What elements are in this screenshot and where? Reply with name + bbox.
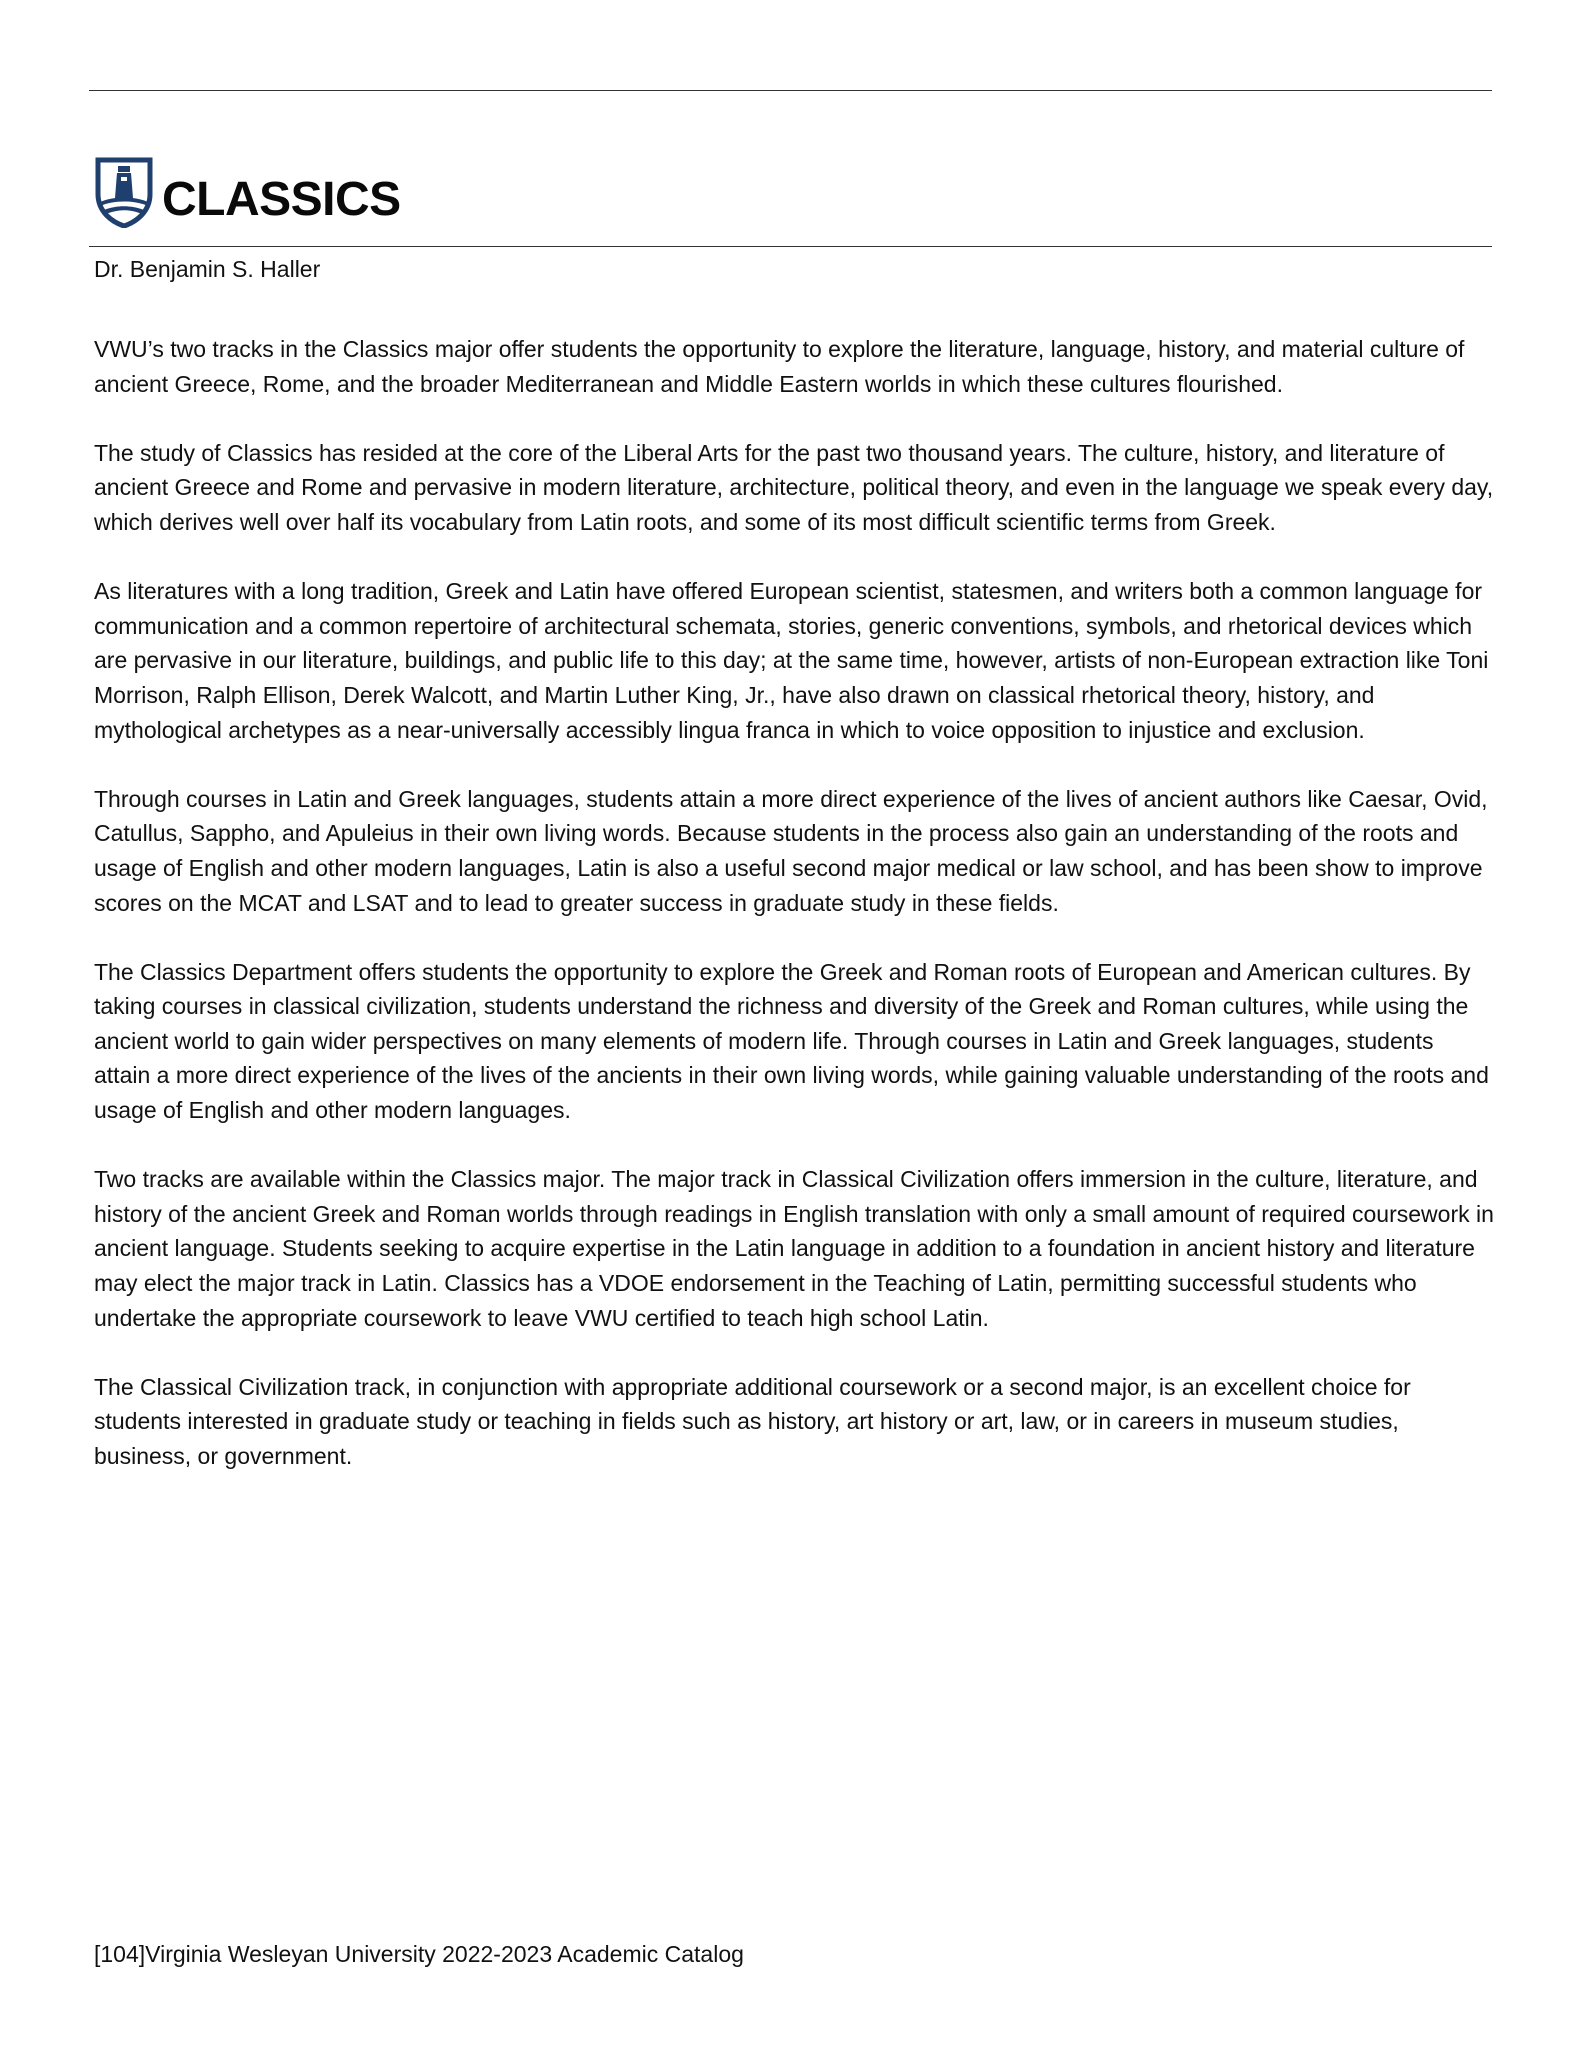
page-footer: [104]Virginia Wesleyan University 2022-2023 Academic Catalog xyxy=(94,1941,744,1967)
body-text xyxy=(94,332,1494,1508)
paragraph: Through courses in Latin and Greek languages, students attain a more direct experience of the lives of ancient authors like Caesar, Ovid, Catullus, Sappho, and Apuleius in their own living words. Because students in the process also gain an understanding of the roots and usage of English and other modern languages, Latin is also a useful second major medical or law school, and has been show to improve scores on the MCAT and LSAT and to lead to greater success in graduate study in these fields. xyxy=(94,785,1488,916)
paragraph: VWU’s two tracks in the Classics major offer students the opportunity to explore the literature, language, history, and material culture of ancient Greece, Rome, and the broader Mediterranean and Middle Eastern worlds in which these cultures flourished. xyxy=(94,336,1465,397)
title-divider xyxy=(89,246,1492,247)
top-rule xyxy=(89,90,1492,91)
paragraph: Two tracks are available within the Classics major. The major track in Classical Civilization offers immersion in the culture, literature, and history of the ancient Greek and Roman worlds through readings in English translation with only a small amount of required coursework in ancient language. Students seeking to acquire expertise in the Latin language in addition to a foundation in ancient history and literature may elect the major track in Latin. Classics has a VDOE endorsement in the Teaching of Latin, permitting successful students who undertake the appropriate coursework to leave VWU certified to teach high school Latin. xyxy=(94,1166,1494,1331)
paragraph: The study of Classics has resided at the core of the Liberal Arts for the past two thousand years. The culture, history, and literature of ancient Greece and Rome and pervasive in modern literature, architecture, political theory, and even in the language we speak every day, which derives well over half its vocabulary from Latin roots, and some of its most difficult scientific terms from Greek. xyxy=(94,439,1494,535)
vwu-lighthouse-shield-icon xyxy=(94,156,154,228)
author-name: Dr. Benjamin S. Haller xyxy=(94,256,321,282)
paragraph: As literatures with a long tradition, Greek and Latin have offered European scientist, statesmen, and writers both a common language for communication and a common repertoire of architectural schemata, stories, generic conventions, symbols, and rhetorical devices which are pervasive in our literature, buildings, and public life to this day; at the same time, however, artists of non-European extraction like Toni Morrison, Ralph Ellison, Derek Walcott, and Martin Luther King, Jr., have also drawn on classical rhetorical theory, history, and mythological archetypes as a near-universally accessibly lingua franca in which to voice opposition to injustice and exclusion. xyxy=(94,578,1489,743)
page-title: CLASSICS xyxy=(162,173,401,226)
section-header xyxy=(94,150,401,230)
paragraph: The Classics Department offers students the opportunity to explore the Greek and Roman roots of European and American cultures. By taking courses in classical civilization, students understand the richness and diversity of the Greek and Roman cultures, while using the ancient world to gain wider perspectives on many elements of modern life. Through courses in Latin and Greek languages, students attain a more direct experience of the lives of the ancients in their own living words, while gaining valuable understanding of the roots and usage of English and other modern languages. xyxy=(94,958,1489,1124)
paragraph: The Classical Civilization track, in conjunction with appropriate additional coursework or a second major, is an excellent choice for students interested in graduate study or teaching in fields such as history, art history or art, law, or in careers in museum studies, business, or government. xyxy=(94,1373,1411,1469)
